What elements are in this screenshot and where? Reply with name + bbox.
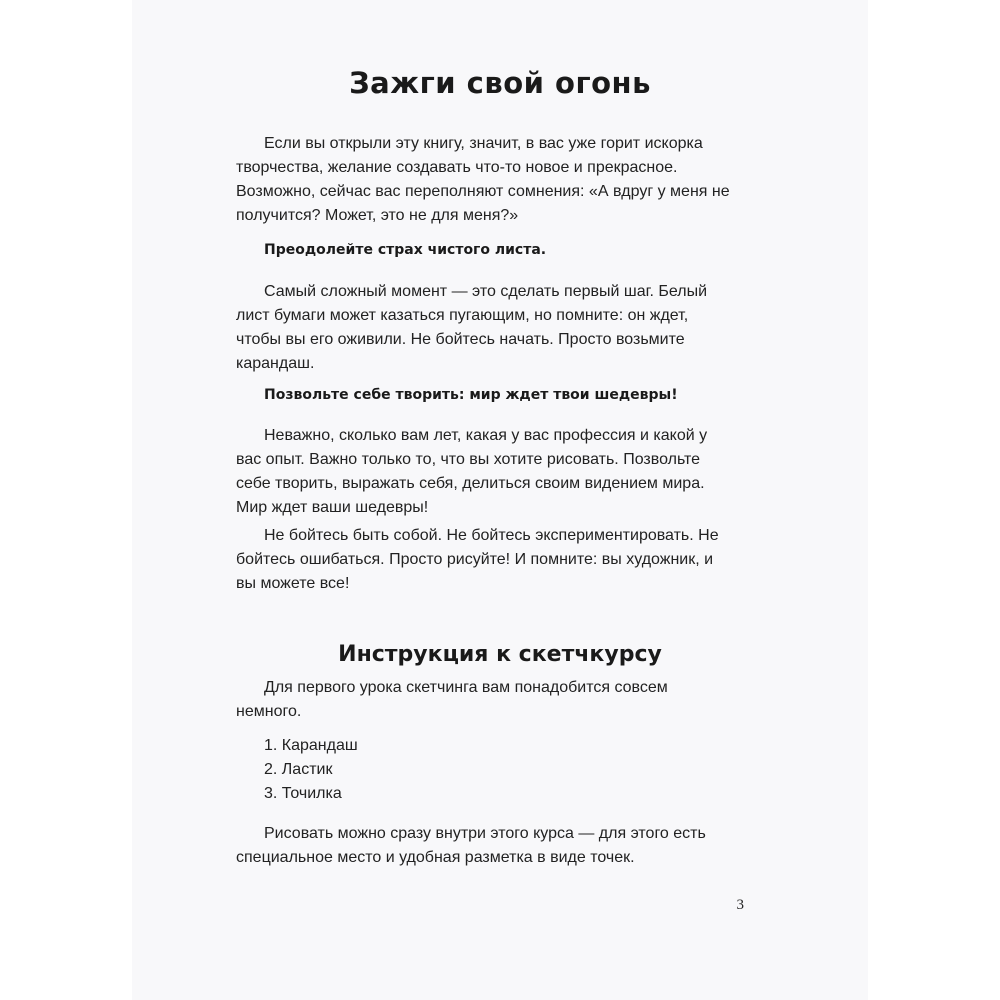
list-item: 3. Точилка xyxy=(264,785,342,802)
supplies-list xyxy=(264,734,358,806)
paragraph-create: Неважно, сколько вам лет, какая у вас профессия и какой у вас опыт. Важно только то, что вы хотите рисовать. Позвольте себе творить, выражать себя, делиться своим видением мира. Мир ждет ваши шедевры! xyxy=(236,427,708,516)
paragraph-be-yourself: Не бойтесь быть собой. Не бойтесь экспериментировать. Не бойтесь ошибаться. Просто рисуйте! И помните: вы художник, и вы можете все! xyxy=(236,527,719,592)
intro-paragraph: Если вы открыли эту книгу, значит, в вас уже горит искорка творчества, желание создавать что-то новое и прекрасное. Возможно, сейчас вас переполняют сомнения: «А вдруг у меня не получится? Может, это не для меня?» xyxy=(236,135,730,224)
closing-paragraph: Рисовать можно сразу внутри этого курса — для этого есть специальное место и удобная разметка в виде точек. xyxy=(236,825,706,866)
list-item: 2. Ластик xyxy=(264,761,333,778)
list-item: 1. Карандаш xyxy=(264,737,358,754)
book-page xyxy=(132,0,868,1000)
section-intro: Для первого урока скетчинга вам понадобится совсем немного. xyxy=(236,679,668,720)
subheading-blank-page: Преодолейте страх чистого листа. xyxy=(264,242,547,258)
page-number: 3 xyxy=(736,897,744,913)
section-title: Инструкция к скетчкурсу xyxy=(338,642,662,667)
subheading-create: Позвольте себе творить: мир ждет твои шедевры! xyxy=(264,387,678,403)
paragraph-first-step: Самый сложный момент — это сделать первый шаг. Белый лист бумаги может казаться пугающим, но помните: он ждет, чтобы вы его оживили. Не бойтесь начать. Просто возьмите карандаш. xyxy=(236,283,708,372)
page-title: Зажги свой огонь xyxy=(349,66,651,100)
